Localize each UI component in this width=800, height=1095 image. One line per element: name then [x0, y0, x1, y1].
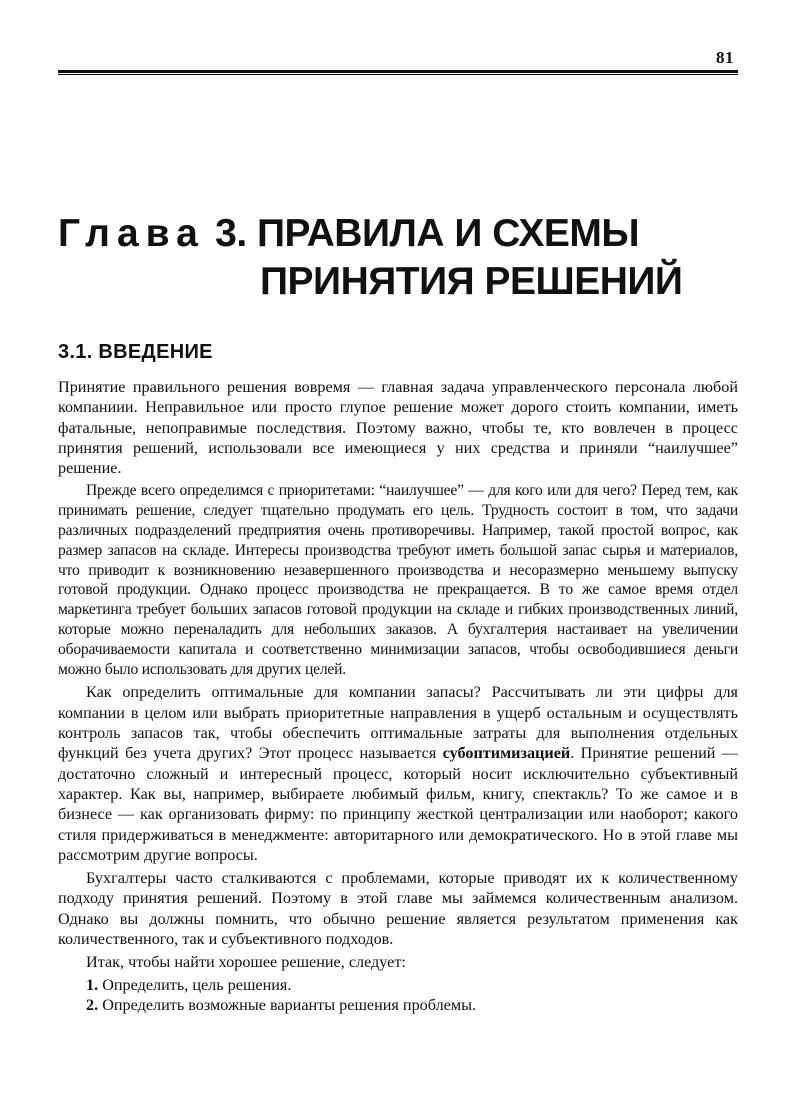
- paragraph-5: Итак, чтобы найти хорошее решение, следует:: [86, 953, 406, 972]
- list-item-number: 2.: [86, 995, 99, 1014]
- list-item-text: Определить возможные варианты решения проблемы.: [102, 995, 477, 1014]
- list-item-text: Определить, цель решения.: [102, 975, 292, 994]
- paragraph-4: Бухгалтеры часто сталкиваются с проблемами, которые приводят их к количественному подходу принятия решений. Поэтому в этой главе мы займемся количественным анализом. Однако вы должны помнить, что обычно решение является результатом применения как количественного, так и субъективного подходов.: [58, 869, 738, 949]
- list-item: [58, 995, 738, 1015]
- chapter-number: 3.: [215, 212, 247, 255]
- steps-list: [58, 975, 738, 1016]
- body-text: [58, 377, 738, 1015]
- page-number: 81: [716, 48, 734, 67]
- section-heading: 3.1. ВВЕДЕНИЕ: [58, 341, 213, 363]
- chapter-title: [58, 210, 760, 306]
- paragraph-1: Принятие правильного решения вовремя — главная задача управленческого персонала любой компаниии. Неправильное или просто глупое решение может дорого стоить компании, иметь фатальные, непоправимые последствия. Поэтому важно, чтобы те, кто вовлечен в процесс принятия решений, использовали все имеющиеся у них средства и приняли “наилучшее” решение.: [58, 378, 738, 478]
- paragraph-2: Прежде всего определимся с приоритетами: “наилучшее” — для кого или для чего? Перед тем, как принимать решение, следует тщательно продумать его цель. Трудность состоит в том, что задачи различных подразделений предприятия очень противоречивы. Например, такой простой вопрос, как размер запасов на складе. Интересы производства требуют иметь большой запас сырья и материалов, что приводит к возникновению незавершенного производства и несоразмерно меньшему выпуску готовой продукции. Однако процесс производства не прекращается. В то же самое время отдел маркетинга требует больших запасов готовой продукции на складе и гибких производственных линий, которые можно переналадить для небольших заказов. А бухгалтерия настаивает на увеличении оборачиваемости капитала и соответственно минимизации запасов, чтобы освободившиеся деньги можно было использовать для других целей.: [58, 482, 738, 678]
- paragraph-3-end: . Принятие решений — достаточно сложный и интересный процесс, который носит исключительно субъективный характер. Как вы, например, выбираете любимый фильм, книгу, спектакль? То же самое и в бизнесе — как организовать фирму: по принципу жесткой централизации или наоборот; какого стиля придерживаться в менеджменте: авторитарного или демократического. Но в этой главе мы рассмотрим другие вопросы.: [58, 744, 738, 864]
- chapter-title-line2: ПРИНЯТИЯ РЕШЕНИЙ: [260, 260, 683, 303]
- list-item: [58, 975, 738, 995]
- paragraph-3: [58, 682, 738, 865]
- paragraph-3-start: Как определить оптимальные для компании запасы? Рассчитывать ли эти цифры для компании в целом или выбрать приоритетные направления в ущерб остальным и осуществлять контроль запасов так, чтобы обеспечить оптимальные затраты для выполнения отдельных функций без учета других? Этот процесс называется: [58, 683, 738, 763]
- term-suboptimization: субоптимизацией: [442, 744, 571, 763]
- header-rule: [58, 70, 738, 75]
- list-item-number: 1.: [86, 975, 99, 994]
- chapter-prefix: Глава: [58, 212, 205, 255]
- chapter-title-line1: ПРАВИЛА И СХЕМЫ: [257, 212, 640, 255]
